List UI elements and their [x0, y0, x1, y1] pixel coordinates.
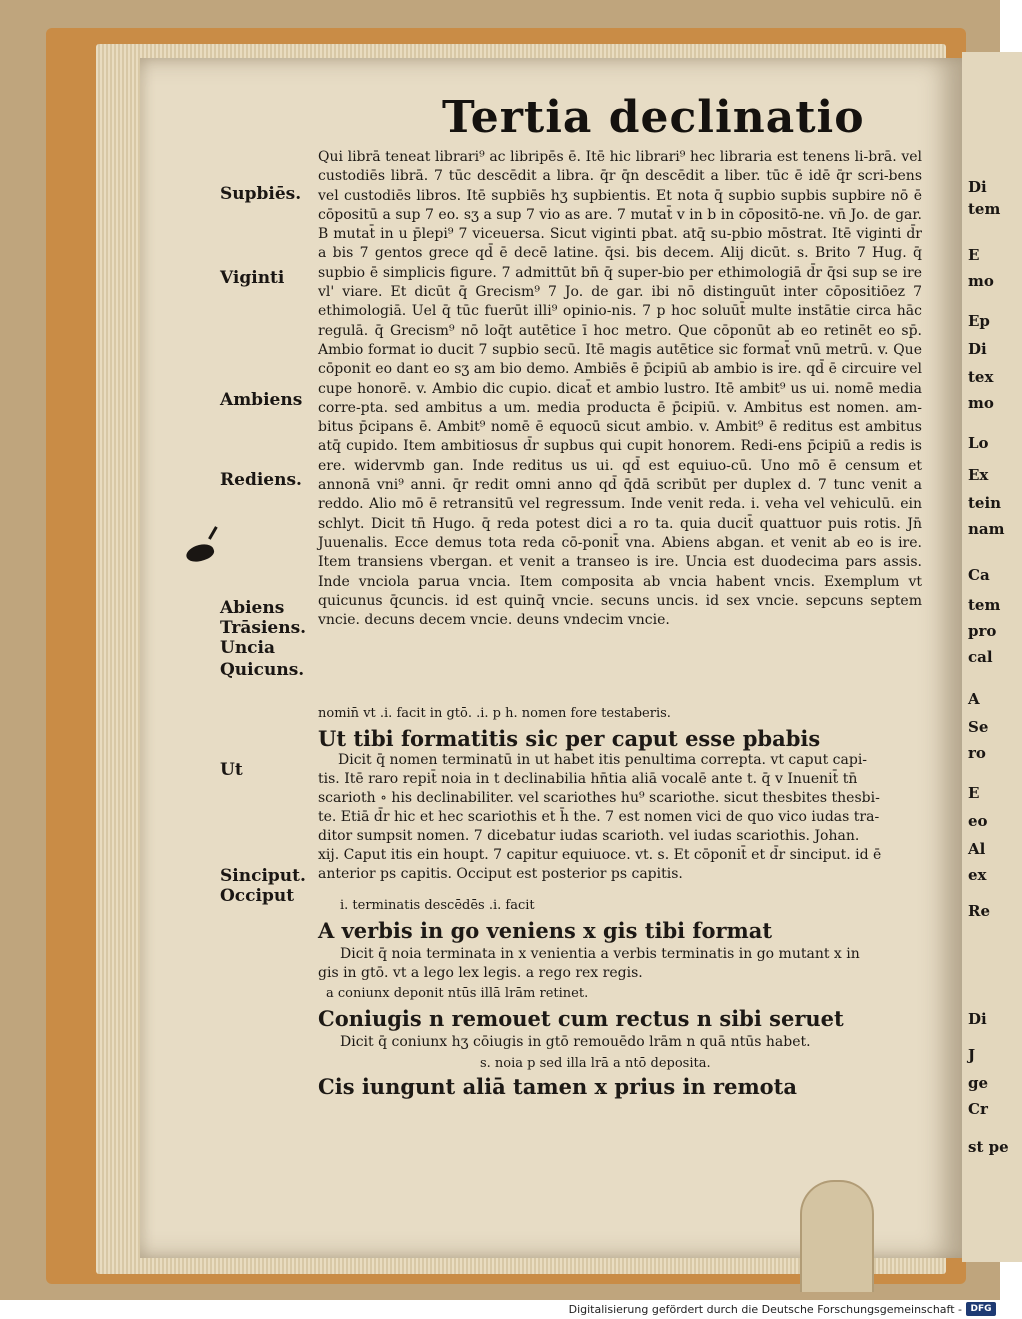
facing-page-fragment: tein: [968, 494, 1002, 512]
facing-page-fragment: nam: [968, 520, 1005, 538]
facing-page-fragment: ro: [968, 744, 986, 762]
footer-credit: Digitalisierung gefördert durch die Deutsche Forschungsgemeinschaft -: [568, 1303, 962, 1316]
facing-page-fragment: E: [968, 784, 980, 802]
facing-page-fragment: eo: [968, 812, 988, 830]
margin-note: Abiens: [220, 598, 285, 618]
facing-page-fragment: tem: [968, 200, 1001, 218]
facing-page-fragment: pro: [968, 622, 997, 640]
facing-page-fragment: Ep: [968, 312, 990, 330]
facing-page-fragment: tex: [968, 368, 994, 386]
facing-page-fragment: Di: [968, 178, 987, 196]
commentary-line: Dicit q̄ nomen terminatū in ut habet itis penultima correpta. vt caput capi-: [338, 752, 868, 768]
margin-note: Trāsiens.: [220, 618, 307, 638]
commentary-line: te. Etiā d̄r hic et hec scariothis et h̄ the. 7 est nomen vici de quo vico iudas tra-: [318, 809, 880, 825]
facing-page-fragment: mo: [968, 272, 994, 290]
commentary-line: scarioth ∘ his declinabiliter. vel scariothes hu⁹ scariothe. sicut thesbites thesbi-: [318, 790, 880, 806]
margin-note: Viginti: [220, 268, 285, 288]
margin-note: Ambiens: [220, 390, 303, 410]
commentary-line: ditor sumpsit nomen. 7 dicebatur iudas scarioth. vel iudas scariothis. Johan.: [318, 828, 860, 844]
margin-note: Uncia: [220, 638, 276, 658]
commentary-line: gis in gtō. vt a lego lex legis. a rego rex regis.: [318, 965, 643, 981]
facing-page-fragment: Se: [968, 718, 989, 736]
facing-page-fragment: Ca: [968, 566, 990, 584]
verse-line: Coniugis n remouet cum rectus n sibi seruet: [318, 1006, 844, 1031]
interlinear-gloss: i. terminatis descēdēs .i. facit: [340, 898, 535, 913]
facing-page-fragment: cal: [968, 648, 993, 666]
facing-page-fragment: ge: [968, 1074, 989, 1092]
facing-page-fragment: st pe: [968, 1138, 1009, 1156]
commentary-line: anterior ps capitis. Occiput est posterior ps capitis.: [318, 866, 683, 882]
facing-page-fragment: Al: [968, 840, 986, 858]
facing-page-fragment: ex: [968, 866, 987, 884]
dfg-logo: DFG: [966, 1302, 996, 1316]
facing-page-fragment: A: [968, 690, 980, 708]
verse-line: Cis iungunt aliā tamen x prius in remota: [318, 1074, 797, 1099]
facing-page-fragment: Di: [968, 340, 987, 358]
interlinear-gloss: s. noia p sed illa lrā a ntō deposita.: [480, 1056, 711, 1071]
commentary-line: Dicit q̄ coniunx hʒ cōiugis in gtō remouēdo lrām n quā ntūs habet.: [340, 1034, 811, 1050]
facing-page-fragment: Di: [968, 1010, 987, 1028]
footer-bar: [0, 1300, 1000, 1319]
commentary-line: tis. Itē raro repit̄ noia in t declinabilia hn̄tia aliā vocalē ante t. q̄ v Inuenit̄ tn̄: [318, 771, 858, 787]
interlinear-gloss: nomin̄ vt .i. facit in gtō. .i. p h. nomen fore testaberis.: [318, 706, 671, 721]
facing-page-fragment: Lo: [968, 434, 989, 452]
margin-note: Sinciput.: [220, 866, 306, 886]
facing-page-fragment: E: [968, 246, 980, 264]
facing-page-fragment: mo: [968, 394, 994, 412]
commentary-line: xij. Caput itis ein houpt. 7 capitur equiuoce. vt. s. Et cōponit̄ et d̄r sinciput. id ē: [318, 847, 882, 863]
facing-page-fragment: J: [968, 1046, 976, 1064]
body-paragraph: Qui librā teneat librari⁹ ac libripēs ē. Itē hic librari⁹ hec libraria est tenens li-brā. vel custodiēs librā. 7 tūc descēdit a libra. q̄r q̄n descēdit a liber. tūc ē idē q̄r scri-bens vel custodiēs libros. Itē supbiēs hʒ supbientis. Et nota q̄ supbio supbis supbire nō ē cōpositū a sup 7 eo. sʒ a sup 7 vio as are. 7 mutat̄ v in b in cōpositō-ne. vn̄ Jo. de gar. B mutat̄ in u p̄lepi⁹ 7 viceuersa. Sicut viginti pbat. atq̄ su-pbio mōstrat. Itē viginti d̄r a bis 7 gentos grece qd̄ ē decē latine. q̄si. bis decem. Alij dicūt. s. Brito 7 Hug. q̄ supbio ē simplicis figure. 7 admittūt bn̄ q̄ super-bio per ethimologiā d̄r q̄si sup se ire vl' viare. Et dicūt q̄ Grecism⁹ 7 Jo. de gar. ibi nō distinguūt inter cōpositiōez 7 ethimologiā. Uel q̄ tūc fuerūt illi⁹ opinio-nis. 7 p hoc soluūt̄ multe instātie circa hāc regulā. q̄ Grecism⁹ nō loq̄t autētice ī hoc metro. Que cōponūt ab eo retinēt eo sp̄. Ambio format io ducit 7 supbio secū. Itē magis autētice sic format̄ vnū metrū. v. Que cōponit eo dant eo sʒ am bio demo. Ambiēs ē p̄cipiū ab ambio is ire. qd̄ ē circuire vel cupe honorē. v. Ambio dic cupio. dicat̄ et ambio lustro. Itē ambit⁹ us ui. nomē media corre-pta. sed ambitus a um. media producta ē p̄cipiū. v. Ambitus est nomen. am-bitus p̄cipans ē. Ambit⁹ nomē ē equocū sicut ambio. v. Ambit⁹ ē reditus est ambitus atq̄ cupido. Item ambitiosus d̄r supbus qui cupit honorem. Redi-ens p̄cipiū a redis is ere. widervmb gan. Inde reditus us ui. qd̄ est equiuo-cū. Uno mō ē censum et annonā vni⁹ anni. q̄r redit omni anno qd̄ q̄dā scribūt per duplex d. 7 tunc venit a reddo. Alio mō ē retransitū vel regressum. Inde venit reda. i. veha vel vehiculū. ein schlyt. Dicit tn̄ Hugo. q̄ reda potest dici a ro ta. quia ducit̄ quattuor puis rotis. Jn̄ Juuenalis. Ecce demus tota reda cō-ponit̄ vna. Abiens abgan. et venit ab eo is ire. Item transiens vbergan. et venit a transeo is ire. Uncia est duodecima pars assis. Inde vnciola parua vncia. Item composita ab vncia habent vncis. Exemplum vt quicunus q̄cuncis. id est quinq̄ vncie. secuns uncis. id sex vncie. sepcuns septem vncie. decuns decem vncie. deuns vndecim vncie.: [318, 149, 922, 629]
margin-note: Quicuns.: [220, 660, 305, 680]
verse-line: A verbis in go veniens x gis tibi format: [318, 918, 773, 943]
facing-page-fragment: Cr: [968, 1100, 988, 1118]
facing-page-fragment: Re: [968, 902, 991, 920]
interlinear-gloss: a coniunx deponit ntūs illā lrām retinet.: [326, 986, 589, 1001]
page-tab-notch: [800, 1180, 874, 1292]
commentary-line: Dicit q̄ noia terminata in x venientia a verbis terminatis in go mutant x in: [340, 946, 860, 962]
margin-note: Occiput: [220, 886, 295, 906]
facing-page-fragment: tem: [968, 596, 1001, 614]
verse-line: Ut tibi formatitis sic per caput esse pbabis: [318, 726, 821, 751]
page-title: Tertia declinatio: [442, 92, 865, 143]
margin-note: Ut: [220, 760, 243, 780]
facing-page-fragment: Ex: [968, 466, 989, 484]
facing-page-edge: [962, 52, 1022, 1262]
margin-note: Rediens.: [220, 470, 302, 490]
margin-note: Supbiēs.: [220, 184, 302, 204]
